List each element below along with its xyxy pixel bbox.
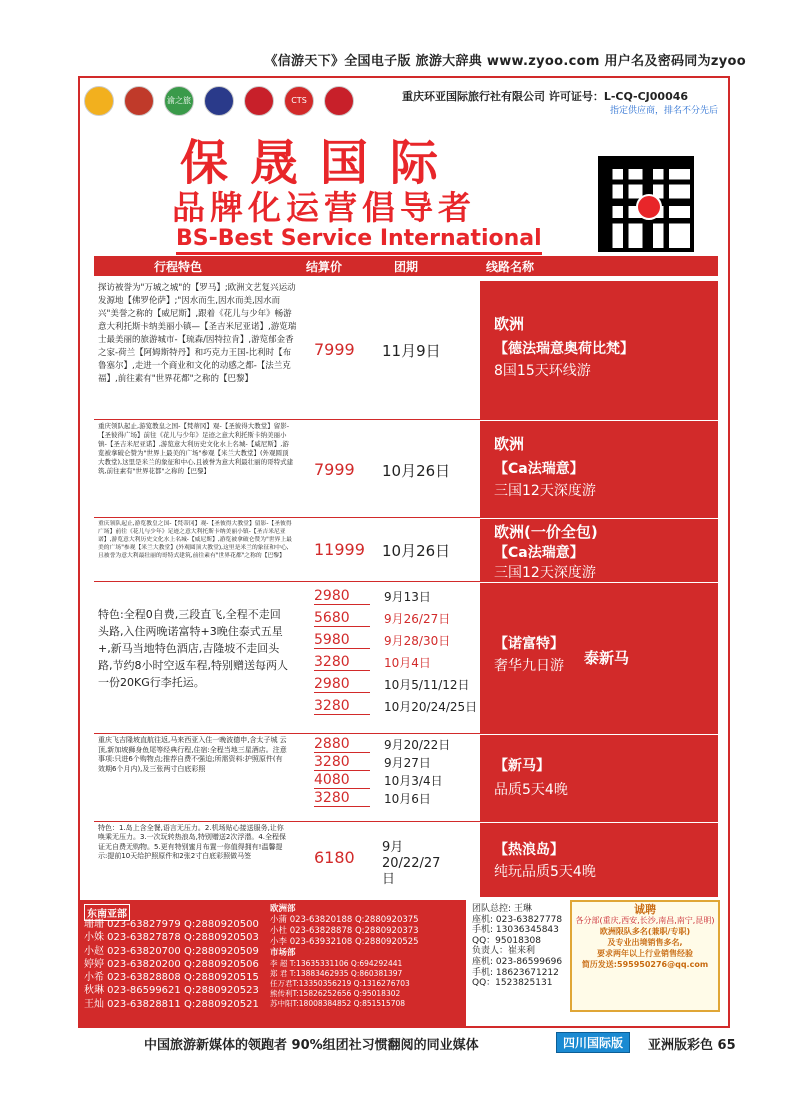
contacts-panel [80,900,466,1026]
route-desc: 探访被誉为"万城之城"的【罗马】;欧洲文艺复兴运动发源地【佛罗伦萨】;"因水而生,因水而美,因水而兴"美誉之称的【威尼斯】,跟着《花儿与少年》畅游意大利托斯卡纳美丽小镇—【圣吉米尼亚诺】,游览瑞士最美丽的旅游城市-【琉森/因特拉肯】,游览郁金香之家-荷兰【阿姆斯特丹】和巧克力王国-比利时【布鲁塞尔】,走进一个商业和文化的动感之都-【法兰克福】,前往素有"世界花都"之称的【巴黎】 [98,283,297,384]
contact-item[interactable]: 李 超 T:13635331106 Q:694292441 [270,959,403,968]
route-title-panel[interactable] [480,583,718,733]
route-countries: 【德法瑞意奥荷比梵】 [494,341,634,357]
recruit-email[interactable]: 简历发送:595950276@qq.com [581,960,709,969]
contact-item[interactable]: 婷婷 023-63820200 Q:2880920506 [84,958,259,970]
route-region: 【热浪岛】 [494,842,564,858]
contact-item[interactable]: 小希 023-63828808 Q:2880920515 [84,972,259,984]
brand-name: 保晟国际 [180,135,461,191]
recruitment-box [570,900,720,1012]
dept-europe: 欧洲部 [270,904,296,914]
contact-item[interactable]: 小杜 023-63828878 Q:2880920373 [270,926,419,936]
route-duration: 三国12天深度游 [494,483,596,499]
ad-page [78,76,730,1028]
contact-item[interactable]: 小蒲 023-63820188 Q:2880920375 [270,915,419,925]
header-route: 线路名称 [486,260,535,274]
table-header [94,256,718,276]
partner-logo-5 [244,86,274,116]
route-countries: 【Ca法瑞意】 [494,461,584,477]
contact-item[interactable]: 小赵 023-63820700 Q:2880920509 [84,945,259,957]
route-date: 10月26日 [382,462,451,480]
route-row[interactable] [94,420,718,518]
contact-item[interactable]: 任万君T:13350356219 Q:1316276703 [270,979,410,988]
route-desc: 重庆领队起止,游览教皇之国-【梵蒂冈】观-【圣彼得大教堂】留影-【圣彼得广场】前往《花儿与少年》足迹之意大利托斯卡纳美丽小镇-【圣吉米尼亚诺】,游览意大利历史文化水上名城-【威尼斯】,游览被拿破仑赞为"世界上最美的广场"参观【米兰大教堂】(外观圆顶大教堂),这里是米兰的象征和中心,且被誉为意大利最壮丽的哥特式建筑,前往素有"世界花都"之称的【巴黎】 [98,422,294,475]
route-row[interactable] [94,518,718,582]
contact-item[interactable]: 小李 023-63932108 Q:2880920525 [270,937,419,947]
partner-logo-2 [124,86,154,116]
route-region: 【诺富特】 [494,636,564,652]
route-title-panel[interactable] [480,735,718,821]
recruit-line: 各分部(重庆,西安,长沙,南昌,南宁,昆明) [575,916,715,925]
top-banner-text: 《信游天下》全国电子版 旅游大辞典 www.zyoo.com 用户名及密码同为zyoo [264,54,746,69]
route-title-panel[interactable] [480,281,718,419]
partner-logo-6: CTS [284,86,314,116]
route-title-panel[interactable] [480,421,718,517]
recruit-line: 及专业出境销售多名, [607,938,683,947]
contact-list-sea [84,918,259,1011]
vendor-note: 指定供应商，排名不分先后 [609,106,718,116]
edition-badge: 四川国际版 [556,1032,630,1053]
header-features: 行程特色 [154,260,203,274]
recruit-title: 诚聘 [634,903,656,916]
dept-market: 市场部 [270,948,296,958]
mgr-line: 负责人：崔来利 [472,946,536,957]
company-name: 重庆环亚国际旅行社有限公司 许可证号：L-CQ-CJ00046 [402,90,689,103]
partner-logo-4 [204,86,234,116]
route-countries: 泰新马 [584,649,630,667]
route-region: 欧洲 [494,315,525,333]
mgr-line: 手机: 18623671212 [472,967,559,978]
route-desc: 重庆飞吉隆坡直航往返,马来西亚入住一晚波德申,含太子城 云顶,新加坡狮身鱼尾等经典行程,住宿:全程当地三星酒店。注意事项:只进6个购物点;推荐自费不强迫;所需资料:护照原件(有效期6个月内),及三张两寸白底彩照 [98,736,287,773]
mgr-line: 座机: 023-63827778 [472,914,563,925]
header-dates: 团期 [394,260,419,274]
footer-tagline: 中国旅游新媒体的领跑者 90%组团社习惯翻阅的同业媒体 [144,1038,479,1053]
route-countries: 【Ca法瑞意】 [494,545,584,561]
route-duration: 纯玩品质5天4晚 [494,864,596,880]
route-region: 【新马】 [494,758,550,774]
management-contacts [472,904,562,989]
partner-logo-3: 渝之旅 [164,86,194,116]
route-duration: 奢华九日游 [494,658,564,674]
route-duration: 三国12天深度游 [494,565,596,581]
route-row[interactable] [94,822,718,898]
partner-logo-1 [84,86,114,116]
route-title-panel[interactable] [480,519,718,581]
recruit-line: 欧洲限队多名(兼职/专职) [599,927,691,936]
route-row[interactable]: 重庆飞吉隆坡直航往返,马来西亚入住一晚波德申,含太子城 云顶,新加坡狮身鱼尾等经典行程,住宿:全程当地三星酒店。注意事项:只进6个购物点;推荐自费不强迫;所需资料:护照原件(有效期6个月内),及三张两寸白底彩照 2880 9月20/22日 3280 9月27日 4080 10月3/4日 3280 10月6日 【新马】 品质5天4晚 [94,734,718,822]
mgr-line: 手机: 13036345843 [472,925,559,936]
header-price: 结算价 [306,260,343,274]
partner-logo-7 [324,86,354,116]
brand-slogan: 品牌化运营倡导者 [172,188,476,227]
qr-code-icon[interactable] [598,156,694,252]
contact-item[interactable]: 王灿 023-63828811 Q:2880920521 [84,998,259,1010]
route-row[interactable] [94,280,718,420]
partner-logos [84,84,354,118]
route-duration: 品质5天4晚 [494,782,568,798]
mgr-line: 座机: 023-86599696 [472,956,563,967]
contact-item[interactable]: 郑 君 T:13883462935 Q:860381397 [270,969,403,978]
contact-item[interactable]: 小姝 023-63827878 Q:2880920503 [84,932,259,944]
recruit-line: 要求两年以上行业销售经验 [597,949,693,958]
route-price: 7999 [314,340,355,359]
contact-item[interactable]: 苏中阳T:18008384852 Q:851515708 [270,999,406,1008]
footer [0,1030,800,1070]
route-price: 6180 [314,848,355,867]
brand-english: BS-Best Service International [176,226,542,255]
contact-item[interactable]: 秋琳 023-86599621 Q:2880920523 [84,985,259,997]
route-region: 欧洲 [494,435,525,453]
contact-item[interactable]: 珊珊 023-63827979 Q:2880920500 [84,919,259,930]
contact-item[interactable]: 熊传利T:15826252656 Q:95018302 [270,989,401,998]
route-desc: 重庆领队起止,游览教皇之国-【梵蒂冈】观-【圣彼得大教堂】留影-【圣彼得广场】前往《花儿与少年》足迹之意大利托斯卡纳美丽小镇-【圣吉米尼亚诺】,游览意大利历史文化水上名城-【威尼斯】,游览被拿破仑赞为"世界上最美的广场"参观【米兰大教堂】(外观圆顶大教堂),这里是米兰的象征和中心,且被誉为意大利最壮丽的哥特式建筑,前往素有"世界花都"之称的【巴黎】 [98,521,292,559]
dept-southeast-asia: 东南亚部 [84,904,130,921]
mgr-line: QQ：95018308 [472,935,541,946]
route-date: 11月9日 [382,342,441,360]
contact-list-europe-market [270,904,419,1009]
top-banner [0,0,800,72]
mgr-line: 团队总控: 王琳 [472,904,532,914]
route-desc: 特色：1.岛上含全餐,语言无压力。2.机场贴心接送服务,让你唤乘无压力。3.一次玩转热浪岛,特别赠送2次浮潜。4.全程保证无自费无购物。5.更有特别蜜月布置一你值得拥有!温馨提示:提前10天给护照原件和2张2寸白底彩照做马签 [98,824,287,861]
route-date: 9月20/22/27日 [382,840,441,887]
route-desc: 特色:全程0自费,三段直飞,全程不走回头路,入住两晚诺富特+3晚住泰式五星+,新马当地特色酒店,吉隆坡不走回头路,节约8小时空返车程,特别赠送每两人一份20KG行李托运。 [98,608,288,689]
route-region: 欧洲(一价全包) [494,523,598,541]
route-date: 10月26日 [382,542,451,560]
route-title-panel[interactable] [480,823,718,897]
route-price: 7999 [314,460,355,479]
mgr-line: QQ：1523825131 [472,978,553,989]
page-number: 亚洲版彩色 65 [648,1038,736,1053]
route-row[interactable]: 特色:全程0自费,三段直飞,全程不走回头路,入住两晚诺富特+3晚住泰式五星+,新马当地特色酒店,吉隆坡不走回头路,节约8小时空返车程,特别赠送每两人一份20KG行李托运。 2980 9月13日 5680 9月26/27日 5980 9月28/30日 3280 10月4日 2980 10月5/11/12日 3280 10月20/24/25日 【诺富特】 奢华九日游 泰新马 [94,582,718,734]
route-duration: 8国15天环线游 [494,363,591,379]
route-price: 11999 [314,540,365,559]
